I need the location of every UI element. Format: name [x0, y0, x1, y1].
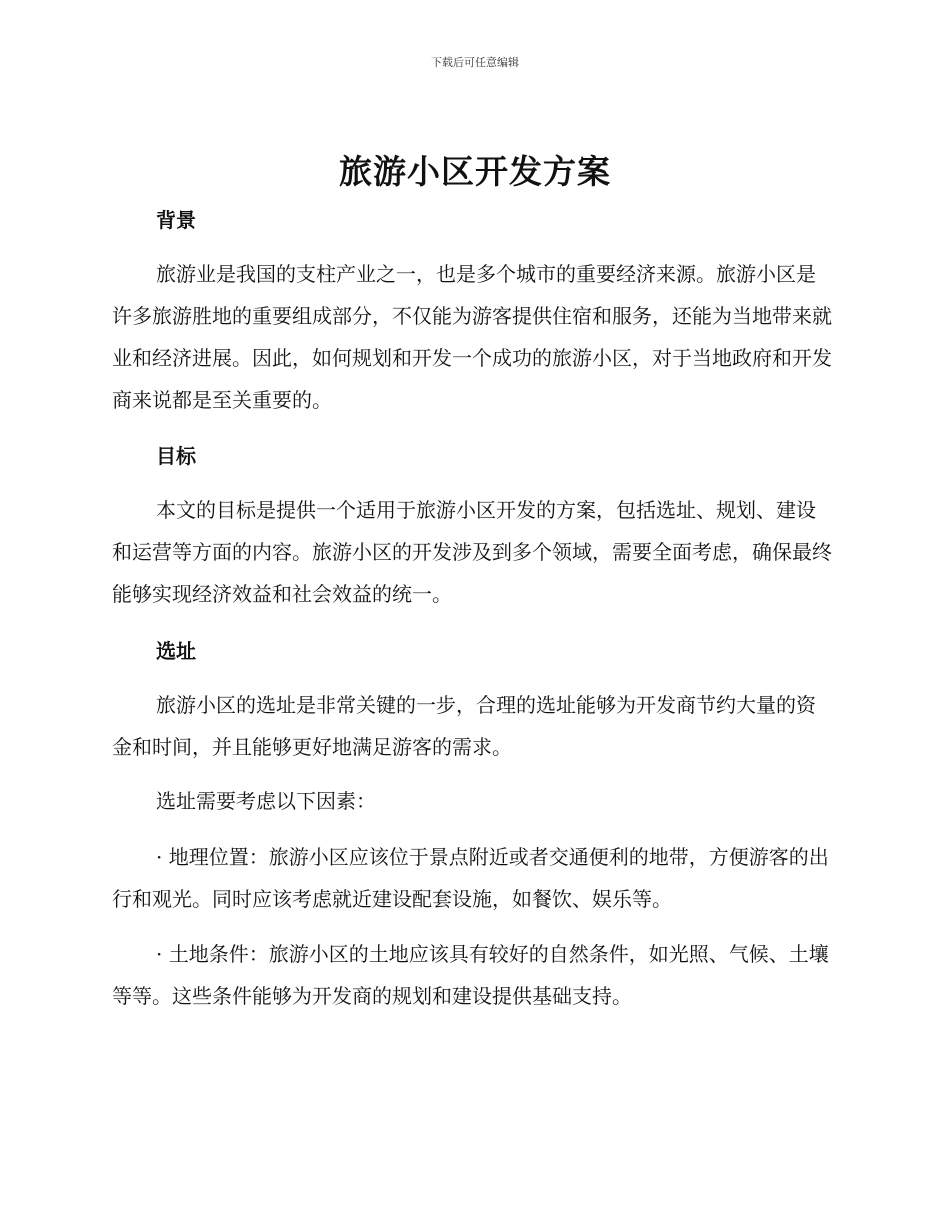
factor-item-location: · 地理位置：旅游小区应该位于景点附近或者交通便利的地带，方便游客的出行和观光。同时应该考虑就近建设配套设施，如餐饮、娱乐等。 — [112, 845, 829, 911]
section-heading-background: 背景 — [156, 208, 196, 232]
paragraph-goal: 本文的目标是提供一个适用于旅游小区开发的方案，包括选址、规划、建设和运营等方面的内容。旅游小区的开发涉及到多个领域，需要全面考虑，确保最终能够实现经济效益和社会效益的统一。 — [112, 498, 832, 606]
paragraph-background: 旅游业是我国的支柱产业之一，也是多个城市的重要经济来源。旅游小区是许多旅游胜地的重要组成部分，不仅能为游客提供住宿和服务，还能为当地带来就业和经济进展。因此，如何规划和开发一个成功的旅游小区，对于当地政府和开发商来说都是至关重要的。 — [112, 262, 832, 412]
paragraph-site: 旅游小区的选址是非常关键的一步，合理的选址能够为开发商节约大量的资金和时间，并且能够更好地满足游客的需求。 — [112, 693, 816, 759]
section-heading-site: 选址 — [156, 639, 196, 663]
factor-item-land: · 土地条件：旅游小区的土地应该具有较好的自然条件，如光照、气候、土壤等等。这些条件能够为开发商的规划和建设提供基础支持。 — [112, 942, 829, 1008]
document-title: 旅游小区开发方案 — [339, 152, 611, 191]
factors-intro: 选址需要考虑以下因素： — [156, 789, 376, 813]
section-heading-goal: 目标 — [156, 444, 196, 468]
page-header: 下载后可任意编辑 — [431, 56, 519, 69]
